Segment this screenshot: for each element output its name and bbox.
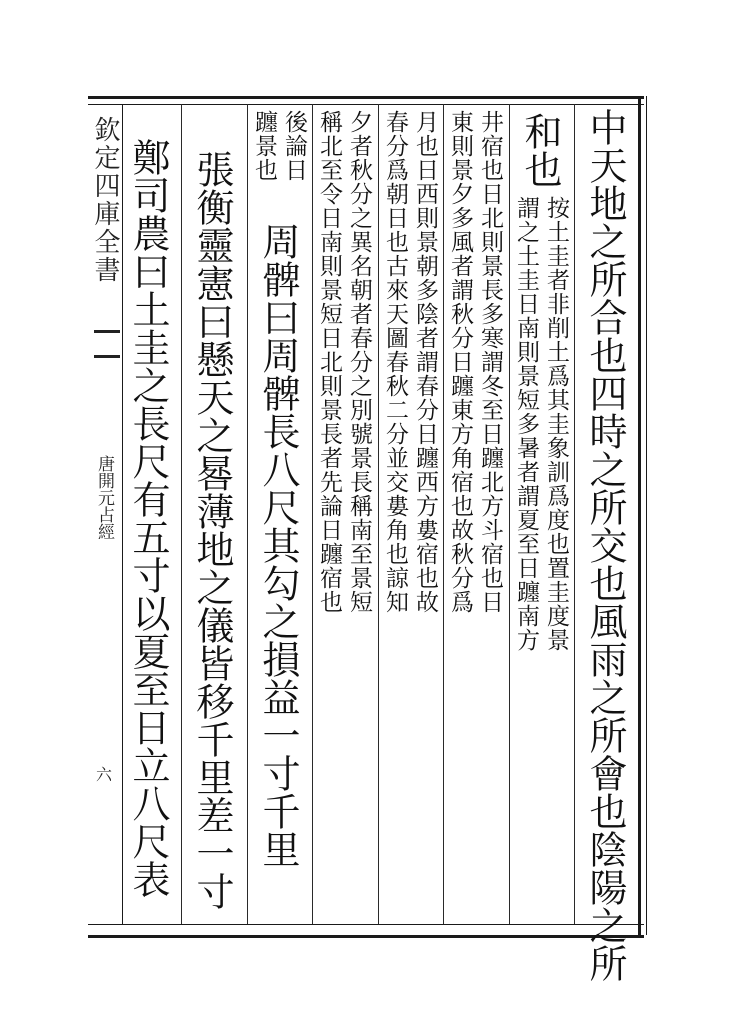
text-column-8: 鄭司農曰土圭之長尺有五寸以夏至日立八尺表 — [126, 138, 170, 898]
text-column-2-head: 和也 — [518, 112, 562, 188]
spine-title: 欽定四庫全書 — [90, 116, 120, 284]
text-column-2-sub-left: 謂之土圭日南則景短多暑者謂夏至日躔南方 — [513, 196, 539, 652]
text-column-6-sub-right: 後論日 — [281, 110, 307, 182]
column-rule — [312, 104, 313, 924]
frame-right-border — [638, 96, 641, 935]
column-rule — [378, 104, 379, 924]
column-rule — [181, 104, 182, 924]
frame-inner-top-rule — [88, 104, 644, 105]
frame-inner-bottom-rule — [88, 924, 644, 925]
text-column-2-sub-right: 按土圭者非削土爲其圭象訓爲度也置圭度景 — [543, 196, 569, 652]
text-column-7: 張衡靈憲曰懸天之晷薄地之儀皆移千里差一寸 — [190, 150, 234, 910]
frame-right-border-thin — [646, 96, 647, 935]
column-rule — [443, 104, 444, 924]
fishtail-mark — [94, 330, 120, 358]
text-column-6-sub-left: 躔景也 — [251, 110, 277, 182]
text-column-1: 中天地之所合也四時之所交也風雨之所會也陰陽之所 — [583, 108, 627, 982]
text-column-3-right: 井宿也日北則景長多寒謂冬至日躔北方斗宿也日 — [477, 110, 503, 614]
text-column-5-left: 稱北至令日南則景短日北則景長者先論日躔宿也 — [316, 110, 342, 614]
spine-divider — [122, 104, 123, 924]
column-rule — [247, 104, 248, 924]
text-column-3-left: 東則景夕多風者謂秋分日躔東方角宿也故秋分爲 — [447, 110, 473, 614]
text-column-6-main: 周髀曰周髀長八尺其勾之損益一寸千里 — [256, 222, 300, 868]
page-number: 六 — [96, 765, 113, 784]
spine-book-title: 唐開元占經 — [94, 455, 114, 540]
text-column-4-left: 春分爲朝日也古來天圖春秋二分並交婁角也諒知 — [382, 110, 408, 614]
text-column-4-right: 月也日西則景朝多陰者謂春分日躔西方婁宿也故 — [412, 110, 438, 614]
text-column-5-right: 夕者秋分之異名朝者春分之別號景長稱南至景短 — [346, 110, 372, 614]
column-rule — [509, 104, 510, 924]
column-rule — [574, 104, 575, 924]
